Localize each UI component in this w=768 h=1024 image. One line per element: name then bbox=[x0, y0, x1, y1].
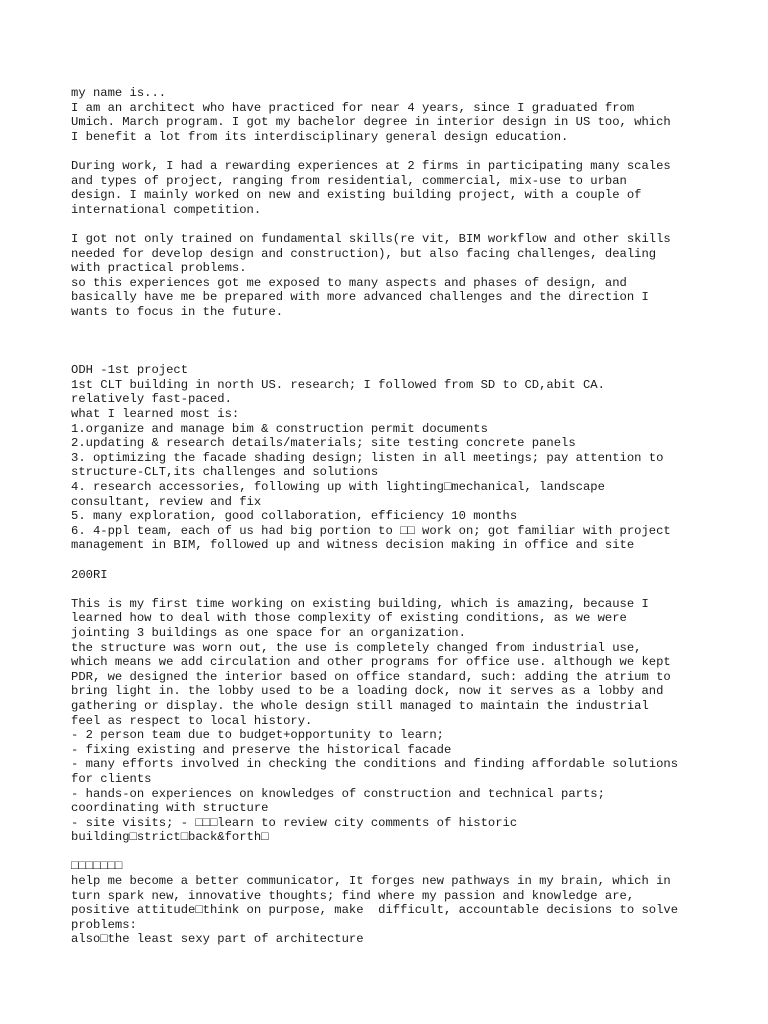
text-line: coordinating with structure bbox=[71, 801, 269, 816]
paragraph-spacer bbox=[71, 144, 711, 159]
text-line: wants to focus in the future. bbox=[71, 304, 284, 319]
section-heading: 200RI bbox=[71, 567, 108, 582]
text-line: relatively fast-paced. bbox=[71, 392, 232, 407]
paragraph-spacer bbox=[71, 845, 711, 860]
text-line: also□the least sexy part of architecture bbox=[71, 932, 364, 947]
text-line: which means we add circulation and other programs for office use. although we kept bbox=[71, 655, 671, 670]
text-line: problems: bbox=[71, 917, 137, 932]
text-line: what I learned most is: bbox=[71, 407, 240, 422]
text-line: management in BIM, followed up and witness decision making in office and site bbox=[71, 538, 635, 553]
paragraph-spacer bbox=[71, 217, 711, 232]
text-line: This is my first time working on existing building, which is amazing, because I bbox=[71, 596, 649, 611]
intro-paragraph bbox=[71, 86, 711, 144]
list-item: 5. many exploration, good collaboration, efficiency 10 months bbox=[71, 509, 518, 524]
text-line: Umich. March program. I got my bachelor degree in interior design in US too, which bbox=[71, 115, 671, 130]
text-line: for clients bbox=[71, 771, 152, 786]
text-line: I got not only trained on fundamental skills(re vit, BIM workflow and other skills bbox=[71, 231, 671, 246]
text-line: feel as respect to local history. bbox=[71, 713, 313, 728]
text-line: structure-CLT,its challenges and solutions bbox=[71, 465, 379, 480]
text-line: needed for develop design and construction), but also facing challenges, dealing bbox=[71, 246, 657, 261]
closing-section bbox=[71, 859, 711, 947]
text-line: PDR, we designed the interior based on office standard, such: adding the atrium to bbox=[71, 669, 671, 684]
text-line: learned how to deal with those complexity of existing conditions, as we were bbox=[71, 611, 627, 626]
text-line: building□strict□back&forth□ bbox=[71, 830, 269, 845]
text-line: I benefit a lot from its interdisciplinary general design education. bbox=[71, 129, 569, 144]
list-item: 1.organize and manage bim & construction permit documents bbox=[71, 421, 488, 436]
text-line: so this experiences got me exposed to many aspects and phases of design, and bbox=[71, 275, 627, 290]
list-item: - many efforts involved in checking the conditions and finding affordable solutions bbox=[71, 757, 679, 772]
text-line: international competition. bbox=[71, 202, 262, 217]
section-heading: ODH -1st project bbox=[71, 363, 189, 378]
list-item: - hands-on experiences on knowledges of construction and technical parts; bbox=[71, 786, 605, 801]
ri-project-section bbox=[71, 597, 711, 845]
text-line: the structure was worn out, the use is completely changed from industrial use, bbox=[71, 640, 642, 655]
text-line: I am an architect who have practiced for near 4 years, since I graduated from bbox=[71, 100, 635, 115]
text-line: basically have me be prepared with more advanced challenges and the direction I bbox=[71, 290, 649, 305]
text-line: turn spark new, innovative thoughts; find where my passion and knowledge are, bbox=[71, 888, 635, 903]
text-line: design. I mainly worked on new and existing building project, with a couple of bbox=[71, 188, 642, 203]
odh-project-section bbox=[71, 363, 711, 553]
text-line: bring light in. the lobby used to be a loading dock, now it serves as a lobby and bbox=[71, 684, 664, 699]
section-heading: □□□□□□□ bbox=[71, 859, 123, 874]
text-line: my name is... bbox=[71, 86, 167, 100]
paragraph-spacer bbox=[71, 553, 711, 568]
text-line: positive attitude□think on purpose, make difficult, accountable decisions to solve bbox=[71, 903, 679, 918]
list-item: - 2 person team due to budget+opportunity to learn; bbox=[71, 728, 444, 743]
ri-heading bbox=[71, 568, 711, 583]
text-line: During work, I had a rewarding experiences at 2 firms in participating many scales bbox=[71, 158, 671, 173]
work-paragraph bbox=[71, 159, 711, 217]
text-line: gathering or display. the whole design still managed to maintain the industrial bbox=[71, 698, 649, 713]
list-item: 3. optimizing the facade shading design; listen in all meetings; pay attention to bbox=[71, 450, 664, 465]
list-item: 4. research accessories, following up with lighting□mechanical, landscape bbox=[71, 480, 605, 495]
document-body bbox=[71, 86, 711, 947]
list-item: 2.updating & research details/materials; site testing concrete panels bbox=[71, 436, 576, 451]
text-line: help me become a better communicator, It forges new pathways in my brain, which in bbox=[71, 874, 671, 889]
list-item: 6. 4-ppl team, each of us had big portion to □□ work on; got familiar with project bbox=[71, 523, 671, 538]
skills-paragraph bbox=[71, 232, 711, 320]
paragraph-spacer bbox=[71, 582, 711, 597]
text-line: with practical problems. bbox=[71, 261, 247, 276]
text-line: and types of project, ranging from residential, commercial, mix-use to urban bbox=[71, 173, 627, 188]
paragraph-spacer bbox=[71, 320, 711, 364]
list-item: - site visits; - □□□learn to review city comments of historic bbox=[71, 815, 518, 830]
text-line: 1st CLT building in north US. research; I followed from SD to CD,abit CA. bbox=[71, 377, 605, 392]
text-line: jointing 3 buildings as one space for an organization. bbox=[71, 625, 466, 640]
text-line: consultant, review and fix bbox=[71, 494, 262, 509]
list-item: - fixing existing and preserve the historical facade bbox=[71, 742, 452, 757]
